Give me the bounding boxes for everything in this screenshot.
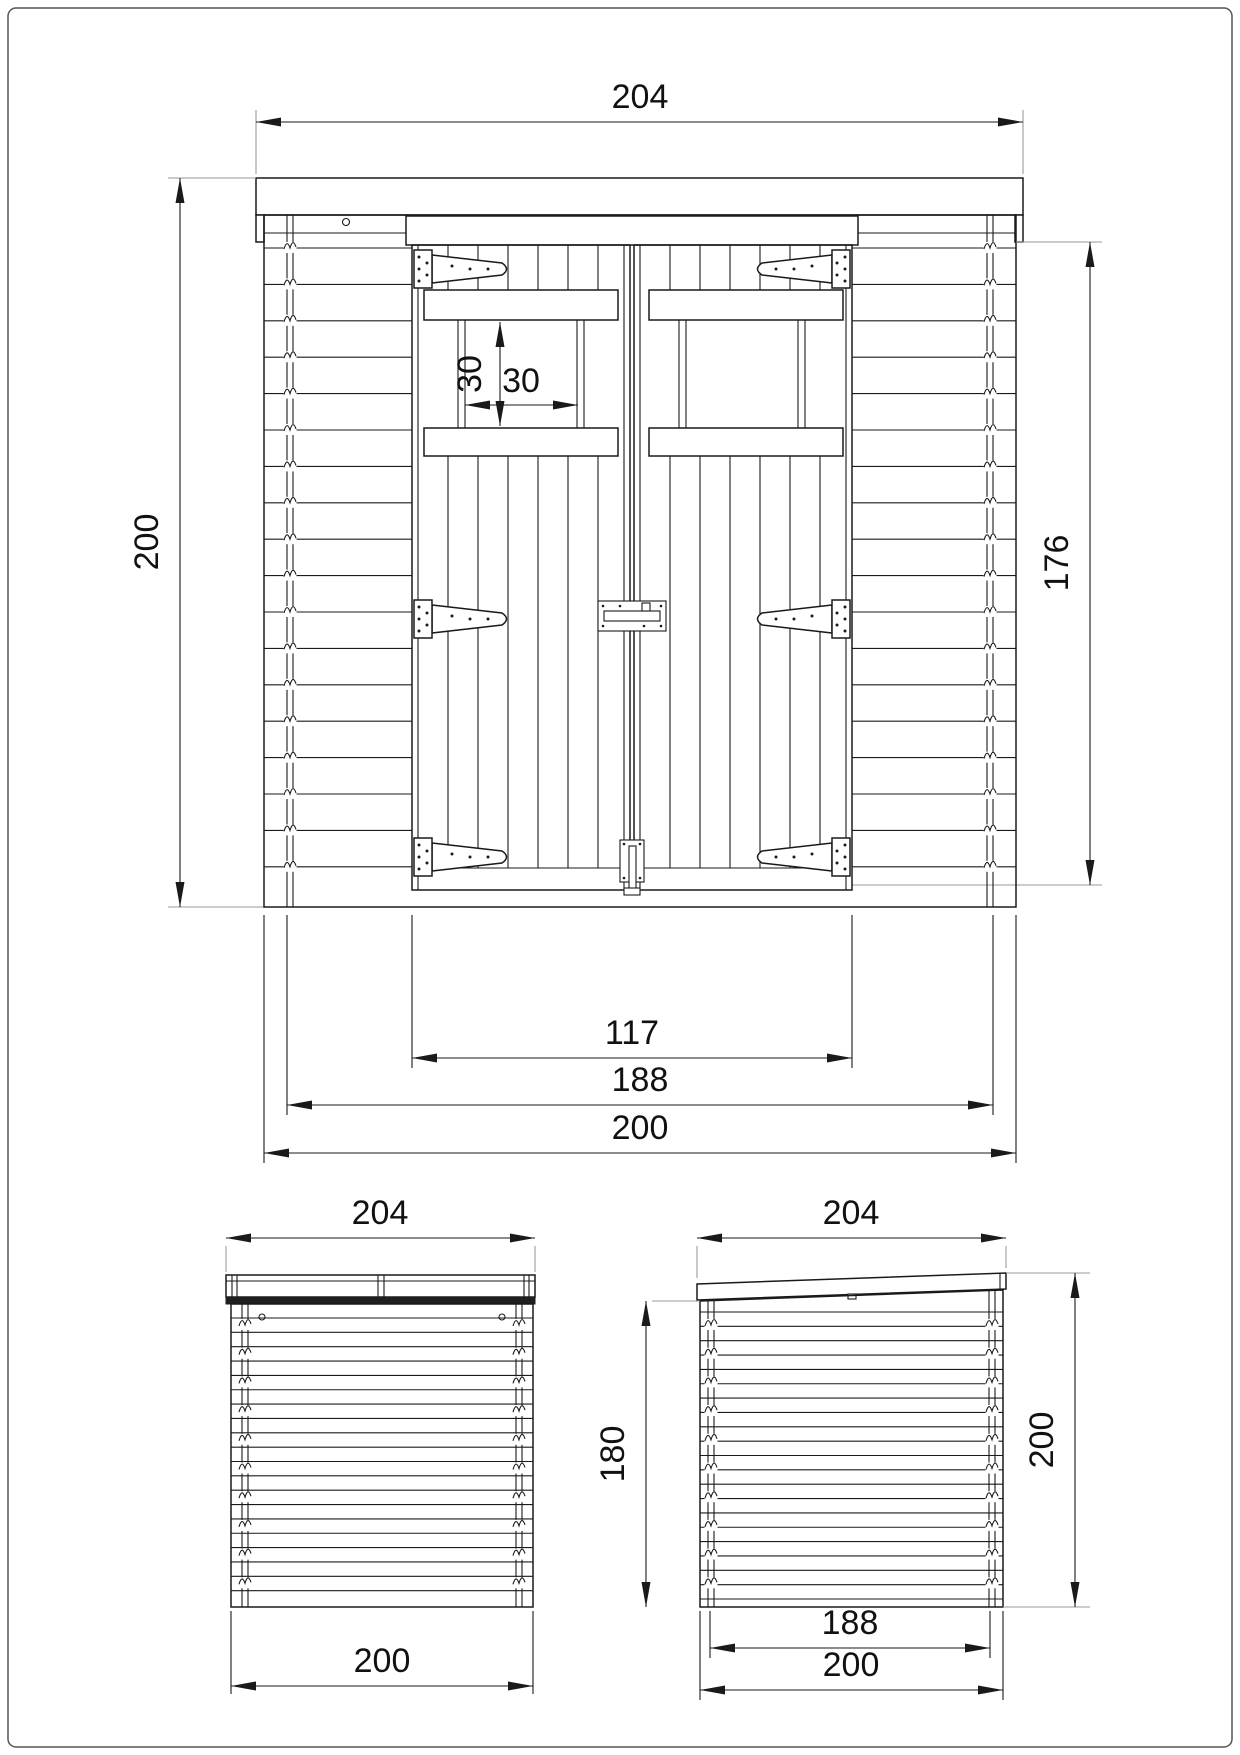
dimension-roof-width (256, 78, 1023, 174)
rear-siding (231, 1318, 533, 1591)
dimension-front-height (1003, 1273, 1090, 1607)
dimension-wall-height (1016, 242, 1102, 885)
dim-roof-width-label: 204 (611, 78, 669, 116)
window-sill (424, 428, 618, 456)
hinge-bottom-right-icon (758, 838, 851, 876)
door-left (412, 245, 630, 890)
dim-arrow (496, 322, 505, 347)
dim-arrow (231, 1682, 256, 1691)
dim-arrow (176, 882, 185, 907)
side-siding (700, 1312, 1003, 1599)
hinge-top-left-icon (414, 250, 507, 288)
dim-arrow (508, 1682, 533, 1691)
side-elevation (594, 1194, 1090, 1700)
dim-rear-roof-width-label: 204 (351, 1194, 409, 1232)
dim-arrow (998, 118, 1023, 127)
rear-elevation (226, 1194, 535, 1694)
fascia-screw (343, 219, 350, 226)
dim-arrow (465, 401, 490, 410)
dim-wall-height-label: 176 (1038, 534, 1076, 592)
dimension-door-opening (412, 915, 852, 1068)
dimension-total-height (128, 178, 256, 907)
dim-wall-width-label: 200 (611, 1109, 669, 1147)
dim-front-height-label: 200 (1023, 1411, 1061, 1469)
dim-arrow (553, 401, 578, 410)
dimension-side-roof-depth (697, 1194, 1006, 1278)
dim-arrow (697, 1234, 722, 1243)
dim-arrow (642, 1301, 651, 1326)
dim-arrow (642, 1582, 651, 1607)
dim-arrow (965, 1644, 990, 1653)
dim-arrow (287, 1101, 312, 1110)
hinge-middle-left-icon (414, 600, 507, 638)
dim-wall-depth-label: 200 (822, 1646, 880, 1684)
dimension-rear-wall-width (231, 1611, 533, 1694)
dimension-rear-roof-width (226, 1194, 535, 1272)
dimension-window-height (451, 322, 505, 426)
rear-roof-edge (226, 1297, 535, 1304)
dim-arrow (700, 1686, 725, 1695)
dim-arrow (981, 1234, 1006, 1243)
dim-arrow (1071, 1273, 1080, 1298)
barrel-latch-icon (598, 601, 666, 631)
dim-arrow (1086, 242, 1095, 267)
dim-arrow (710, 1644, 735, 1653)
rear-screw-right (499, 1314, 505, 1320)
dim-arrow (968, 1101, 993, 1110)
dim-arrow (510, 1234, 535, 1243)
dim-arrow (256, 118, 281, 127)
dim-rear-height-label: 180 (594, 1425, 632, 1483)
dim-arrow (1071, 1582, 1080, 1607)
roof-fascia (256, 178, 1023, 215)
door-header (406, 216, 858, 245)
door-right (634, 245, 852, 890)
rear-screw-left (259, 1314, 265, 1320)
dim-arrow (827, 1054, 852, 1063)
dim-arrow (176, 178, 185, 203)
window-sill (649, 428, 843, 456)
dimension-rear-height (594, 1301, 700, 1607)
dim-arrow (264, 1149, 289, 1158)
dim-arrow (991, 1149, 1016, 1158)
dim-total-height-label: 200 (128, 513, 166, 571)
dim-rear-wall-width-label: 200 (353, 1642, 411, 1680)
siding-left (264, 215, 412, 907)
dim-side-roof-depth-label: 204 (822, 1194, 880, 1232)
dim-frame-depth-label: 188 (821, 1604, 879, 1642)
dim-arrow (412, 1054, 437, 1063)
hinge-middle-right-icon (758, 600, 851, 638)
window-top-rail (424, 290, 618, 320)
dim-arrow (1086, 860, 1095, 885)
dim-door-opening-label: 117 (604, 1014, 660, 1052)
front-elevation (128, 78, 1102, 1163)
fascia-end-left (256, 215, 264, 242)
dim-arrow (978, 1686, 1003, 1695)
dim-arrow (226, 1234, 251, 1243)
side-wall (700, 1290, 1003, 1607)
dim-window-height-label: 30 (451, 355, 489, 393)
siding-right (852, 215, 1016, 907)
hinge-top-right-icon (758, 250, 851, 288)
dim-window-width-label: 30 (502, 362, 540, 400)
rear-roof (226, 1275, 535, 1297)
dim-frame-width-label: 188 (611, 1061, 669, 1099)
window-top-rail (649, 290, 843, 320)
hinge-bottom-left-icon (414, 838, 507, 876)
